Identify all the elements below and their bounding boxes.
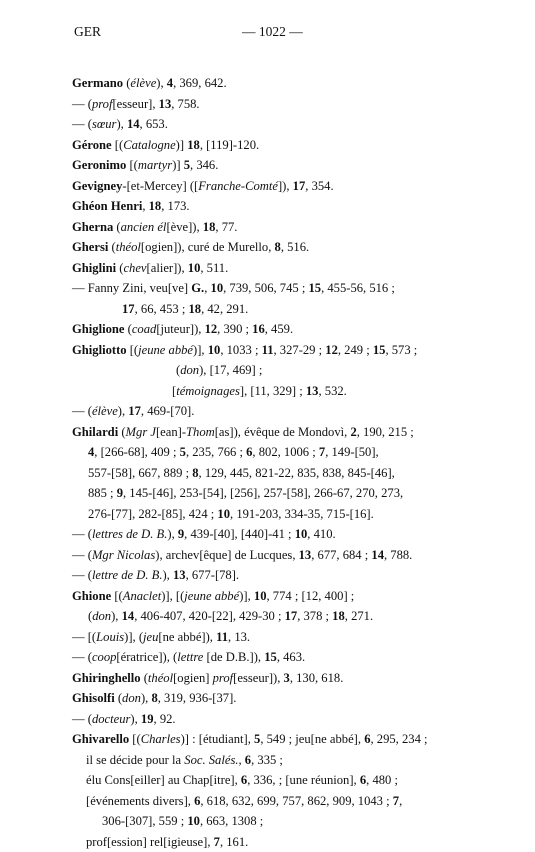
running-head: GER [74,24,101,40]
index-line: — (élève), 17, 469-[70]. [72,401,492,422]
index-line: — (lettres de D. B.), 9, 439-[40], [440]-41 ; 10, 410. [72,524,492,545]
index-line: — (docteur), 19, 92. [72,709,492,730]
index-line: 276-[77], 282-[85], 424 ; 10, 191-203, 334-35, 715-[16]. [72,504,492,525]
index-line: (don), 14, 406-407, 420-[22], 429-30 ; 17, 378 ; 18, 271. [72,606,492,627]
index-line: (don), [17, 469] ; [72,360,492,381]
index-line: Gherna (ancien él[ève]), 18, 77. [72,217,492,238]
index-line: Ghione [(Anaclet)], [(jeune abbé)], 10, 774 ; [12, 400] ; [72,586,492,607]
index-line: — (Mgr Nicolas), archev[êque] de Lucques, 13, 677, 684 ; 14, 788. [72,545,492,566]
index-line: Ghisolfi (don), 8, 319, 936-[37]. [72,688,492,709]
index-line: Ghigliotto [(jeune abbé)], 10, 1033 ; 11, 327-29 ; 12, 249 ; 15, 573 ; [72,340,492,361]
index-entries [72,73,492,852]
index-line: élu Cons[eiller] au Chap[itre], 6, 336, ; [une réunion], 6, 480 ; [72,770,492,791]
index-line: — Fanny Zini, veu[ve] G., 10, 739, 506, 745 ; 15, 455-56, 516 ; [72,278,492,299]
index-line: Gérone [(Catalogne)] 18, [119]-120. [72,135,492,156]
page-number: — 1022 — [242,24,303,40]
index-line: — (prof[esseur], 13, 758. [72,94,492,115]
index-line: Germano (élève), 4, 369, 642. [72,73,492,94]
index-line: il se décide pour la Soc. Salés., 6, 335 ; [72,750,492,771]
index-line: 17, 66, 453 ; 18, 42, 291. [72,299,492,320]
page-header [74,24,495,42]
index-line: [témoignages], [11, 329] ; 13, 532. [72,381,492,402]
index-line: Gevigney-[et-Mercey] ([Franche-Comté]), 17, 354. [72,176,492,197]
index-line: 557-[58], 667, 889 ; 8, 129, 445, 821-22, 835, 838, 845-[46], [72,463,492,484]
index-line: [événements divers], 6, 618, 632, 699, 757, 862, 909, 1043 ; 7, [72,791,492,812]
index-line: 306-[307], 559 ; 10, 663, 1308 ; [72,811,492,832]
index-line: 4, [266-68], 409 ; 5, 235, 766 ; 6, 802, 1006 ; 7, 149-[50], [72,442,492,463]
index-line: — (sœur), 14, 653. [72,114,492,135]
index-line: — [(Louis)], (jeu[ne abbé]), 11, 13. [72,627,492,648]
index-line: Ghiringhello (théol[ogien] prof[esseur]), 3, 130, 618. [72,668,492,689]
index-line: Ghiglione (coad[juteur]), 12, 390 ; 16, 459. [72,319,492,340]
index-line: 885 ; 9, 145-[46], 253-[54], [256], 257-[58], 266-67, 270, 273, [72,483,492,504]
index-line: Ghivarello [(Charles)] : [étudiant], 5, 549 ; jeu[ne abbé], 6, 295, 234 ; [72,729,492,750]
index-line: Geronimo [(martyr)] 5, 346. [72,155,492,176]
index-line: Ghiglini (chev[alier]), 10, 511. [72,258,492,279]
index-line: prof[ession] rel[igieuse], 7, 161. [72,832,492,852]
index-line: Ghersi (théol[ogien]), curé de Murello, 8, 516. [72,237,492,258]
index-line: — (coop[ératrice]), (lettre [de D.B.]), 15, 463. [72,647,492,668]
index-line: Ghilardi (Mgr J[ean]-Thom[as]), évêque de Mondovì, 2, 190, 215 ; [72,422,492,443]
index-line: Ghéon Henri, 18, 173. [72,196,492,217]
index-line: — (lettre de D. B.), 13, 677-[78]. [72,565,492,586]
